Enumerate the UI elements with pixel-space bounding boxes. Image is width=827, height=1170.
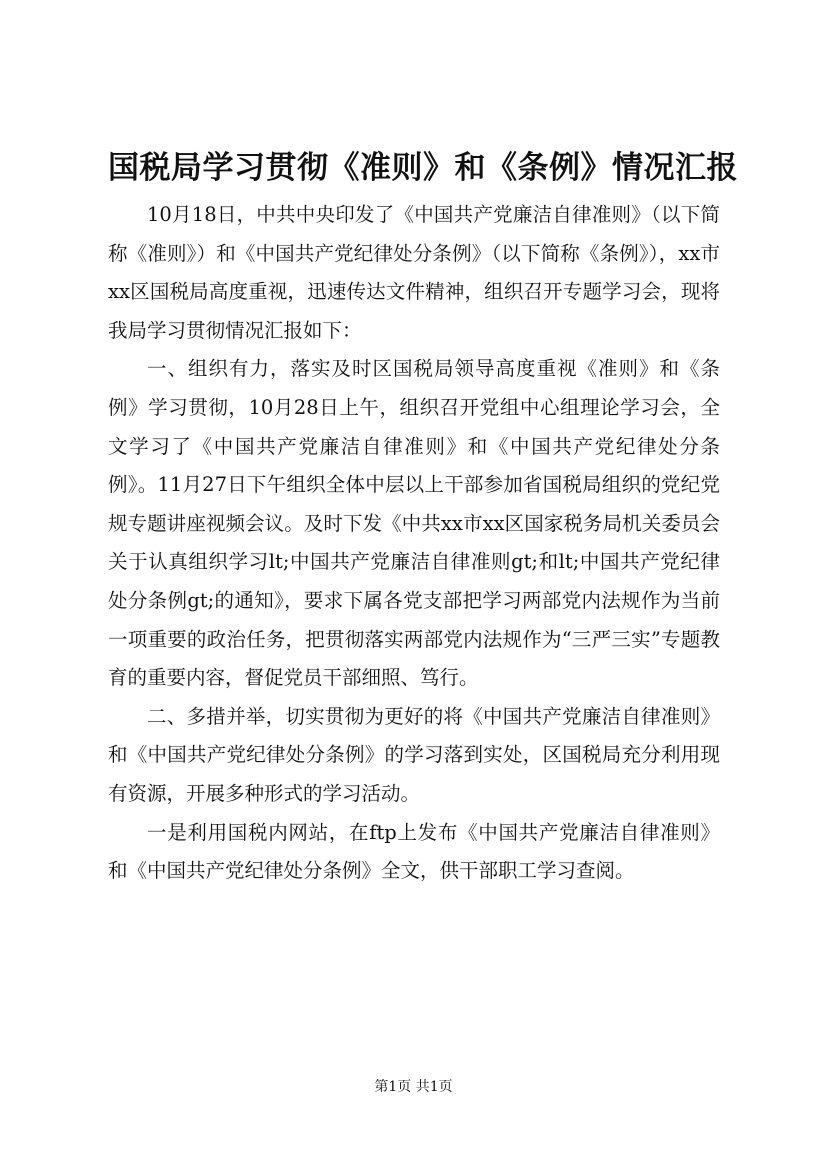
paragraph-section-two: 二、多措并举，切实贯彻为更好的将《中国共产党廉洁自律准则》和《中国共产党纪律处分条例》的学习落到实处，区国税局充分利用现有资源，开展多种形式的学习活动。 bbox=[108, 704, 720, 805]
paragraph-intro: 10月18日，中共中央印发了《中国共产党廉洁自律准则》（以下简称《准则》）和《中国共产党纪律处分条例》（以下简称《条例》），xx市xx区国税局高度重视，迅速传达文件精神，组织召开专题学习会，现将我局学习贯彻情况汇报如下： bbox=[108, 203, 720, 342]
paragraph-measure-one: 一是利用国税内网站，在ftp上发布《中国共产党廉洁自律准则》和《中国共产党纪律处分条例》全文，供干部职工学习查阅。 bbox=[108, 820, 720, 883]
document-title: 国税局学习贯彻《准则》和《条例》情况汇报 bbox=[108, 150, 738, 186]
page-footer: 第1页 共1页 bbox=[374, 1079, 453, 1095]
document-body bbox=[108, 196, 720, 891]
paragraph-section-one: 一、组织有力，落实及时区国税局领导高度重视《准则》和《条例》学习贯彻，10月28日上午，组织召开党组中心组理论学习会，全文学习了《中国共产党廉洁自律准则》和《中国共产党纪律处分条例》。11月27日下午组织全体中层以上干部参加省国税局组织的党纪党规专题讲座视频会议。及时下发《中共xx市xx区国家税务局机关委员会关于认真组织学习lt;中国共产党廉洁自律准则gt;和lt;中国共产党纪律处分条例gt;的通知》，要求下属各党支部把学习两部党内法规作为当前一项重要的政治任务，把贯彻落实两部党内法规作为“三严三实”专题教育的重要内容，督促党员干部细照、笃行。 bbox=[108, 357, 720, 690]
